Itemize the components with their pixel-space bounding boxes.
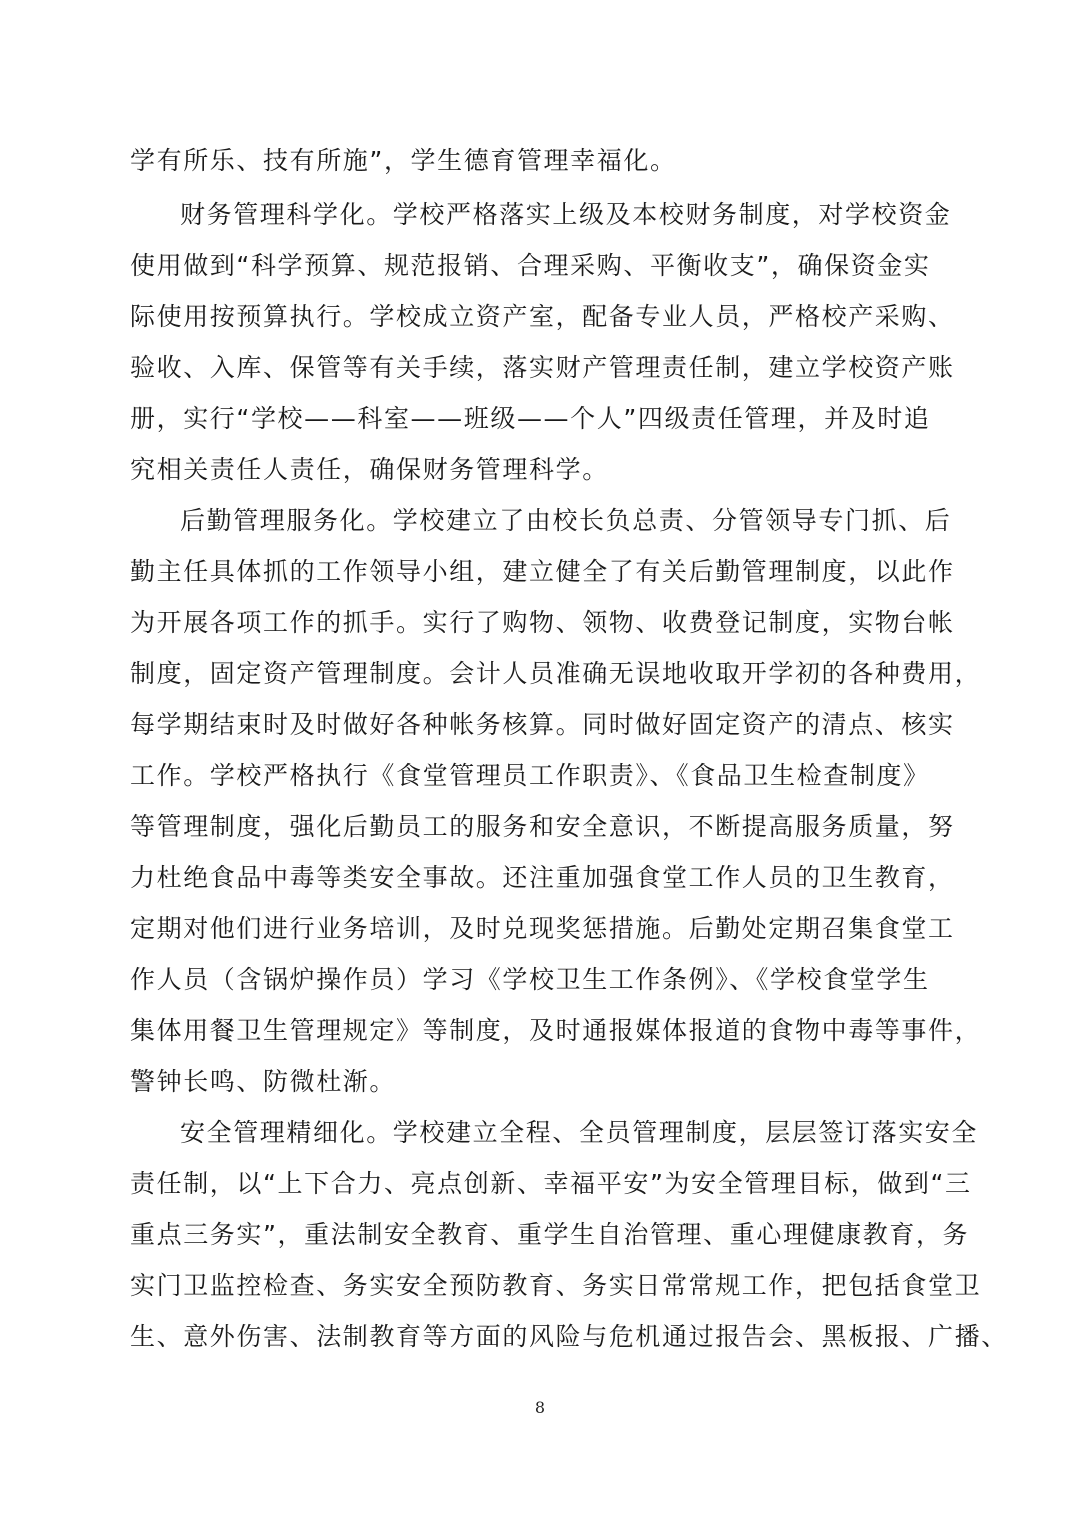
text-line: 定期对他们进行业务培训，及时兑现奖惩措施。后勤处定期召集食堂工 bbox=[130, 914, 955, 943]
text-line: 安全管理精细化。学校建立全程、全员管理制度，层层签订落实安全 bbox=[180, 1118, 979, 1147]
text-line: 生、意外伤害、法制教育等方面的风险与危机通过报告会、黑板报、广播、 bbox=[130, 1322, 1008, 1351]
text-line: 财务管理科学化。学校严格落实上级及本校财务制度，对学校资金 bbox=[180, 200, 952, 229]
page-number: 8 bbox=[534, 1398, 546, 1417]
text-line: 力杜绝食品中毒等类安全事故。还注重加强食堂工作人员的卫生教育， bbox=[130, 863, 955, 892]
text-line: 作人员（含锅炉操作员）学习《学校卫生工作条例》、《学校食堂学生 bbox=[130, 965, 930, 994]
text-line: 后勤管理服务化。学校建立了由校长负总责、分管领导专门抓、后 bbox=[180, 506, 952, 535]
text-line: 每学期结束时及时做好各种帐务核算。同时做好固定资产的清点、核实 bbox=[130, 710, 955, 739]
text-line: 集体用餐卫生管理规定》等制度，及时通报媒体报道的食物中毒等事件， bbox=[130, 1016, 982, 1045]
text-line: 制度，固定资产管理制度。会计人员准确无误地收取开学初的各种费用， bbox=[130, 659, 982, 688]
text-line: 实门卫监控检查、务实安全预防教育、务实日常常规工作，把包括食堂卫 bbox=[130, 1271, 982, 1300]
text-line: 际使用按预算执行。学校成立资产室，配备专业人员，严格校产采购、 bbox=[130, 302, 955, 331]
text-line: 究相关责任人责任，确保财务管理科学。 bbox=[130, 455, 609, 484]
text-line: 等管理制度，强化后勤员工的服务和安全意识，不断提高服务质量，努 bbox=[130, 812, 955, 841]
text-line: 使用做到“科学预算、规范报销、合理采购、平衡收支”，确保资金实 bbox=[130, 251, 931, 280]
text-line: 学有所乐、技有所施”，学生德育管理幸福化。 bbox=[130, 146, 677, 175]
text-line: 警钟长鸣、防微杜渐。 bbox=[130, 1067, 397, 1096]
text-line: 工作。学校严格执行《食堂管理员工作职责》、《食品卫生检查制度》 bbox=[130, 761, 930, 790]
text-line: 勤主任具体抓的工作领导小组，建立健全了有关后勤管理制度，以此作 bbox=[130, 557, 955, 586]
text-line: 册，实行“学校——科室——班级——个人”四级责任管理，并及时追 bbox=[130, 404, 931, 433]
text-line: 验收、入库、保管等有关手续，落实财产管理责任制，建立学校资产账 bbox=[130, 353, 955, 382]
text-line: 重点三务实”，重法制安全教育、重学生自治管理、重心理健康教育，务 bbox=[130, 1220, 970, 1249]
text-line: 为开展各项工作的抓手。实行了购物、领物、收费登记制度，实物台帐 bbox=[130, 608, 955, 637]
text-line: 责任制，以“上下合力、亮点创新、幸福平安”为安全管理目标，做到“三 bbox=[130, 1169, 972, 1198]
